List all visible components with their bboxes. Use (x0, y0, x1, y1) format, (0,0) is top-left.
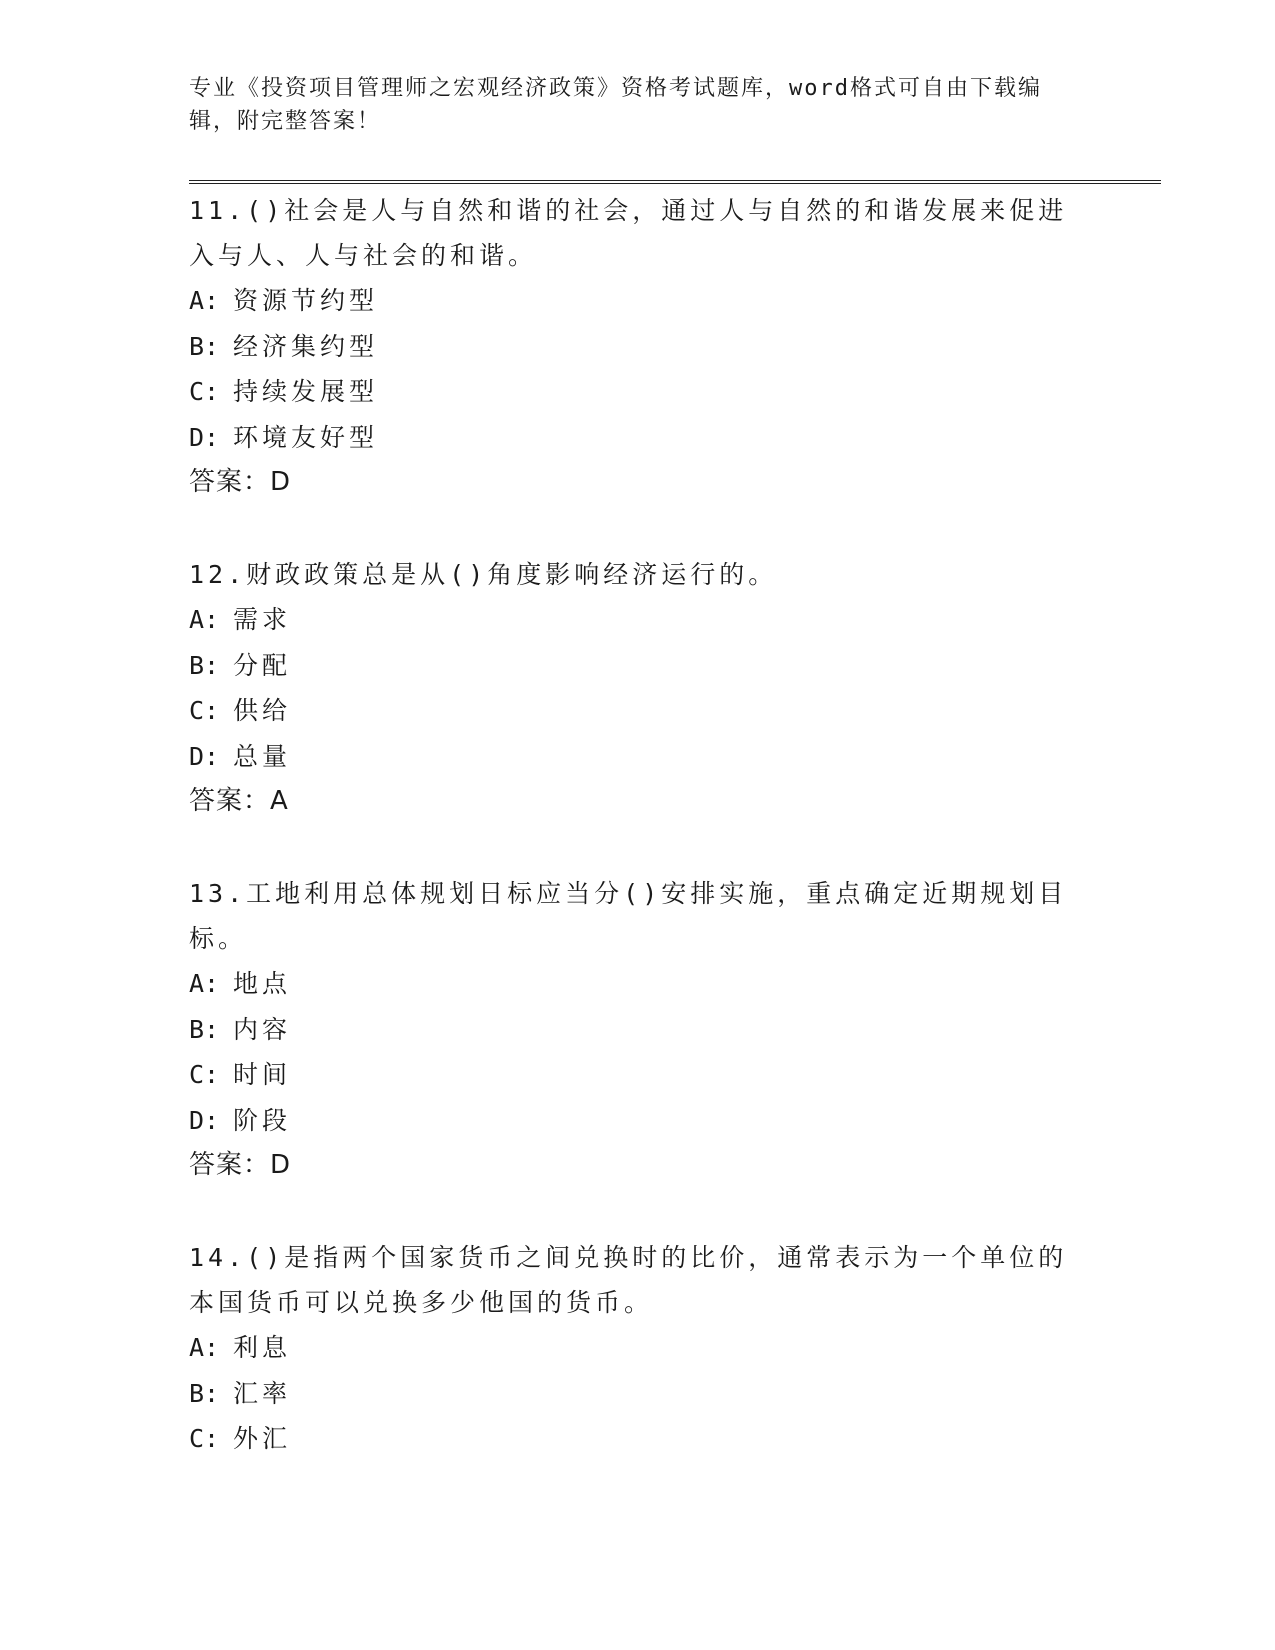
option-letter: C: (189, 696, 220, 725)
question-11 (189, 188, 1089, 505)
option-text: 外汇 (233, 1424, 292, 1453)
option-letter: B: (189, 331, 220, 361)
question-12 (189, 552, 1089, 824)
option-letter: D: (189, 741, 220, 771)
option-d (189, 1098, 1089, 1144)
option-a (189, 597, 1089, 643)
option-letter: C: (189, 1424, 220, 1453)
answer-line: 答案：D (189, 467, 292, 497)
option-text: 地点 (233, 969, 292, 998)
option-letter: B: (189, 1378, 220, 1408)
option-text: 时间 (233, 1060, 292, 1089)
option-text: 汇率 (233, 1378, 292, 1408)
question-text: 11.()社会是人与自然和谐的社会，通过人与自然的和谐发展来促进入与人、人与社会的和谐。 (189, 196, 1068, 270)
option-d (189, 415, 1089, 461)
option-letter: C: (189, 377, 220, 406)
option-letter: B: (189, 1014, 220, 1044)
option-text: 内容 (233, 1014, 292, 1044)
question-text: 12.财政政策总是从()角度影响经济运行的。 (189, 560, 778, 589)
option-b (189, 324, 1089, 370)
option-b (189, 643, 1089, 689)
answer-line: 答案：D (189, 1150, 292, 1180)
header-divider (189, 180, 1161, 184)
option-b (189, 1371, 1089, 1417)
option-text: 环境友好型 (233, 422, 379, 452)
question-text: 13.工地利用总体规划日标应当分()安排实施，重点确定近期规划目标。 (189, 879, 1068, 953)
question-13 (189, 871, 1089, 1188)
option-letter: D: (189, 1105, 220, 1135)
option-a (189, 278, 1089, 324)
option-letter: C: (189, 1060, 220, 1089)
option-a (189, 961, 1089, 1007)
option-d (189, 734, 1089, 780)
question-text: 14.()是指两个国家货币之间兑换时的比价，通常表示为一个单位的本国货币可以兑换多少他国的货币。 (189, 1243, 1068, 1317)
option-text: 分配 (233, 650, 292, 680)
option-letter: B: (189, 650, 220, 680)
option-text: 经济集约型 (233, 331, 379, 361)
option-text: 持续发展型 (233, 377, 379, 406)
option-text: 利息 (233, 1333, 292, 1362)
document-header: 专业《投资项目管理师之宏观经济政策》资格考试题库，word格式可自由下载编辑，附完整答案！ (189, 76, 1042, 134)
option-c (189, 369, 1089, 415)
question-14 (189, 1235, 1089, 1462)
option-letter: A: (189, 1333, 220, 1362)
option-text: 需求 (233, 605, 292, 634)
option-text: 阶段 (233, 1105, 292, 1135)
option-letter: D: (189, 422, 220, 452)
option-c (189, 1052, 1089, 1098)
question-list (189, 188, 1089, 1509)
option-letter: A: (189, 969, 220, 998)
answer-line: 答案：A (189, 786, 289, 816)
option-text: 供给 (233, 696, 292, 725)
option-text: 总量 (233, 741, 292, 771)
option-text: 资源节约型 (233, 286, 379, 315)
option-c (189, 1416, 1089, 1462)
option-c (189, 688, 1089, 734)
option-a (189, 1325, 1089, 1371)
option-letter: A: (189, 605, 220, 634)
option-letter: A: (189, 286, 220, 315)
option-b (189, 1007, 1089, 1053)
